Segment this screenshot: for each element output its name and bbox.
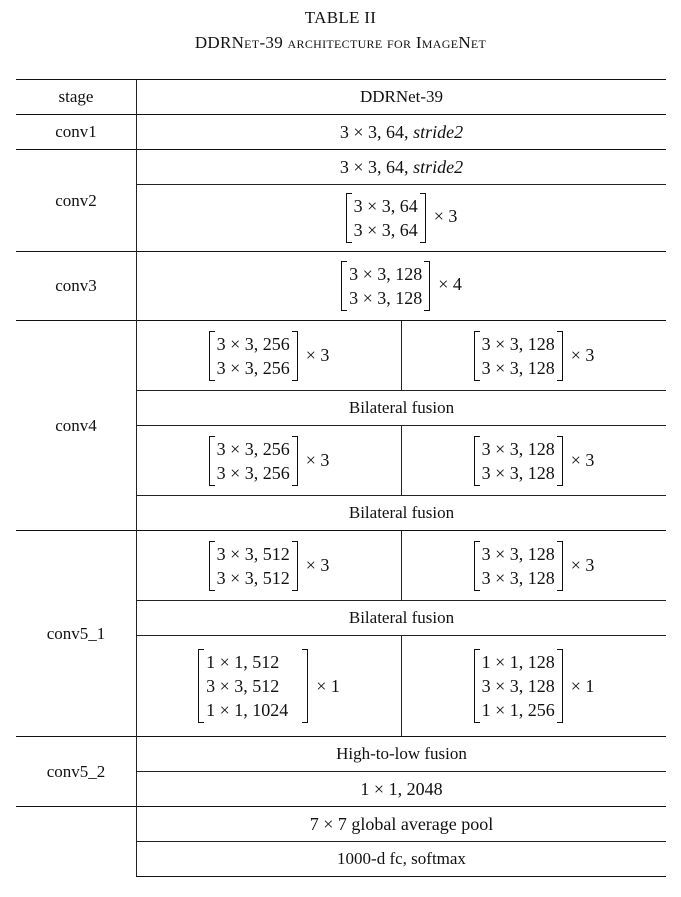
repeat: × 3: [305, 345, 330, 365]
stage-conv2: conv2: [16, 150, 137, 252]
repeat: × 1: [316, 675, 340, 696]
conv5_1-high-res-bottleneck: [137, 636, 402, 736]
conv5_1-fusion: Bilateral fusion: [137, 601, 667, 636]
header-stage: stage: [16, 80, 137, 115]
conv2-mat-row: 3 × 3, 64: [353, 220, 418, 240]
conv4-high-res-branch: [137, 321, 402, 390]
stage-final: [16, 807, 137, 877]
conv3-mat-row: 3 × 3, 128: [349, 264, 423, 284]
mat-row: 1 × 1, 1024: [206, 700, 289, 720]
conv3-mat-row: 3 × 3, 128: [349, 288, 423, 308]
conv5_2-conv: 1 × 1, 2048: [137, 772, 667, 807]
row-conv3: [16, 252, 666, 321]
row-conv5_2-fusion: [16, 737, 666, 772]
conv1-kernel: 3 × 3, 64,: [339, 121, 414, 142]
conv5_2-fusion: High-to-low fusion: [137, 737, 667, 772]
table-title: DDRNet-39 architecture for ImageNet: [194, 33, 487, 52]
conv2-matrix: [346, 193, 426, 243]
row-conv4-a: [16, 321, 666, 391]
mat-row: 3 × 3, 256: [216, 357, 290, 378]
conv4-low-res-branch: [402, 426, 666, 495]
stage-conv5_1: conv5_1: [16, 531, 137, 737]
repeat: × 3: [570, 555, 595, 575]
mat-row: 3 × 3, 128: [481, 676, 555, 696]
mat-row: 3 × 3, 128: [481, 462, 555, 483]
row-conv1: [16, 115, 666, 150]
header-model: DDRNet-39: [137, 80, 667, 115]
header-row: [16, 80, 666, 115]
repeat: × 1: [570, 675, 595, 696]
conv1-stride: stride2: [413, 121, 464, 142]
stage-conv5_2: conv5_2: [16, 737, 137, 807]
mat-row: 1 × 1, 256: [481, 700, 555, 720]
conv4-low-res-branch: [402, 321, 666, 390]
conv2-mat-row: 3 × 3, 64: [353, 196, 418, 216]
mat-row: 3 × 3, 256: [216, 462, 290, 483]
mat-row: 3 × 3, 128: [481, 357, 555, 378]
stage-conv1: conv1: [16, 115, 137, 150]
architecture-table: [16, 79, 666, 877]
mat-row: 3 × 3, 256: [216, 438, 290, 459]
fc-softmax: 1000-d fc, softmax: [137, 842, 667, 877]
conv5_1-low-res-branch: [402, 531, 666, 600]
conv3-repeat: × 4: [438, 274, 462, 295]
repeat: × 3: [570, 450, 595, 470]
conv2-repeat: × 3: [433, 206, 458, 227]
mat-row: 3 × 3, 256: [216, 333, 290, 354]
conv5_1-high-res-branch: [137, 531, 402, 600]
repeat: × 3: [570, 345, 595, 365]
stage-conv3: conv3: [16, 252, 137, 321]
conv4-high-res-branch: [137, 426, 402, 495]
conv4-fusion-2: Bilateral fusion: [137, 496, 667, 531]
conv3-block: [137, 252, 667, 321]
conv5_1-branches-a: [137, 531, 667, 601]
conv5_1-low-res-bottleneck: [402, 636, 666, 736]
row-pool: [16, 807, 666, 842]
mat-row: 3 × 3, 128: [481, 333, 555, 354]
conv2-stride: stride2: [413, 156, 464, 177]
conv2-block: [137, 185, 667, 252]
conv4-branches-b: [137, 426, 667, 496]
conv2-stem: [137, 150, 667, 185]
conv5_1-branches-b: [137, 636, 667, 737]
table-label: TABLE II: [304, 8, 377, 27]
conv4-fusion-1: Bilateral fusion: [137, 391, 667, 426]
stage-conv4: conv4: [16, 321, 137, 531]
mat-row: 3 × 3, 512: [216, 543, 290, 564]
repeat: × 3: [305, 450, 330, 470]
repeat: × 3: [305, 555, 330, 575]
row-conv2: [16, 150, 666, 185]
conv3-matrix: [341, 261, 430, 311]
mat-row: 3 × 3, 128: [481, 543, 555, 564]
conv4-branches-a: [137, 321, 667, 391]
conv2-kernel: 3 × 3, 64,: [339, 156, 414, 177]
mat-row: 3 × 3, 128: [481, 567, 555, 588]
mat-row: 3 × 3, 512: [216, 567, 290, 588]
conv1-spec: [137, 115, 667, 150]
mat-row: 3 × 3, 512: [206, 676, 280, 696]
global-pool: 7 × 7 global average pool: [137, 807, 667, 842]
row-conv5_1-a: [16, 531, 666, 601]
mat-row: 1 × 1, 128: [481, 652, 555, 672]
mat-row: 3 × 3, 128: [481, 438, 555, 459]
mat-row: 1 × 1, 512: [206, 652, 280, 672]
